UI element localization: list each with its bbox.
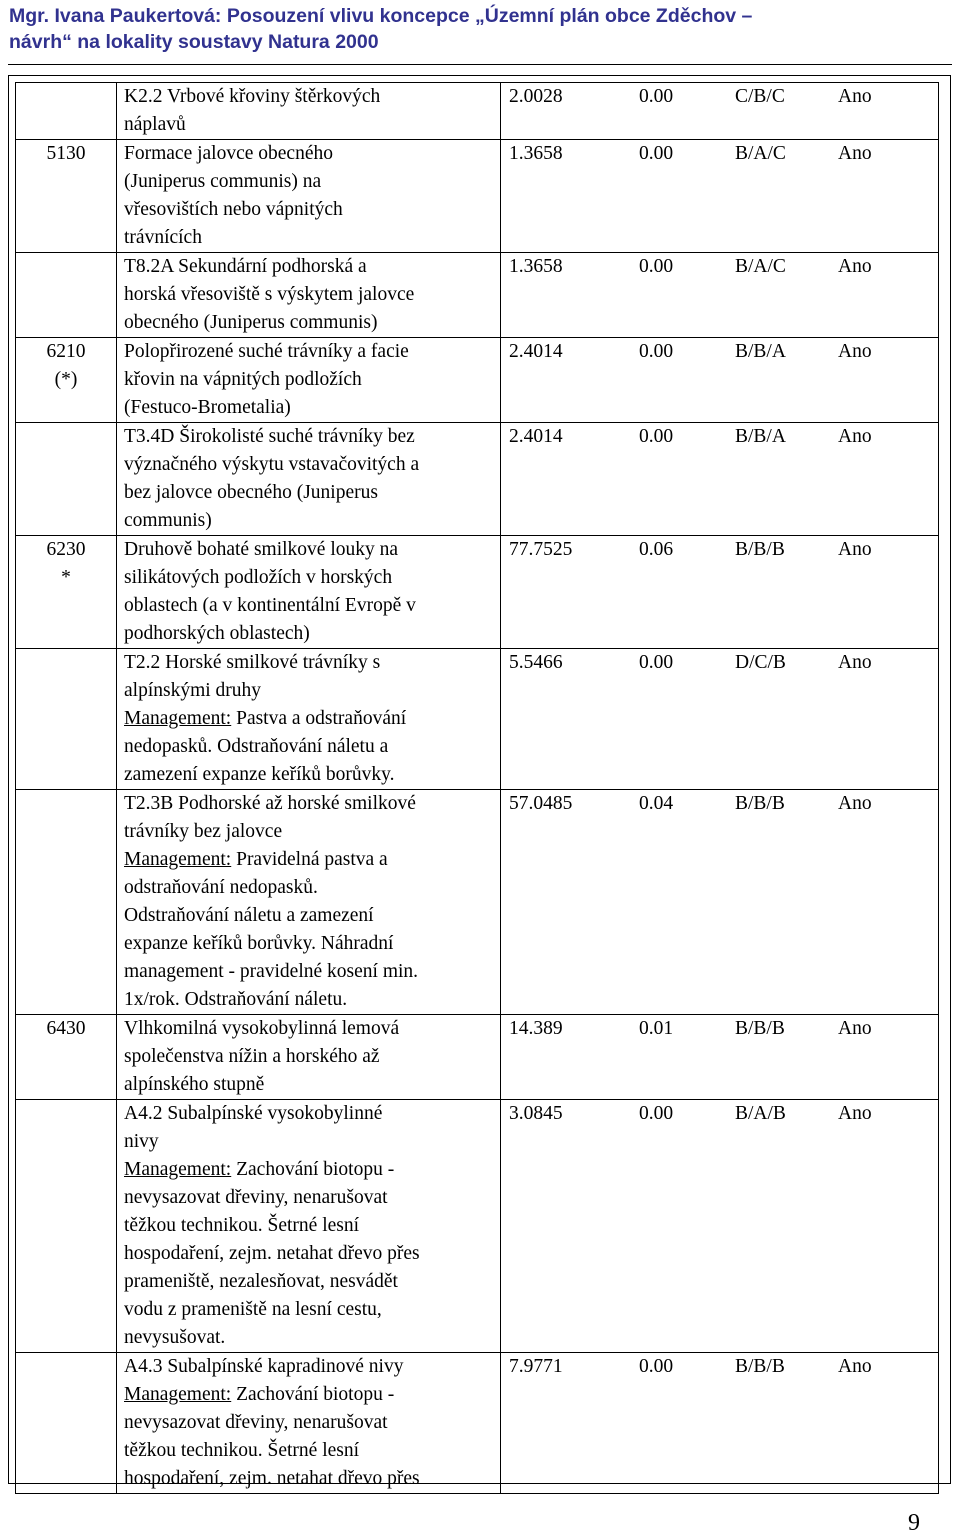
description-line: křovin na vápnitých podložích [124,369,362,390]
habitat-values-cell [501,649,939,790]
values-line [501,338,938,366]
habitat-code-cell [16,423,117,536]
description-line: alpínského stupně [124,1074,265,1095]
management-line: Odstraňování náletu a zamezení [124,905,374,926]
table-row [16,1353,939,1494]
management-line: vodu z prameniště na lesní cestu, [124,1299,382,1320]
description-line: trávnících [124,227,202,248]
habitat-code: 6430 [46,1018,86,1039]
management-line: nevysazovat dřeviny, nenarušovat [124,1187,388,1208]
management-line: těžkou technikou. Šetrné lesní [124,1440,360,1461]
management-line [117,1156,500,1184]
area-value: 2.4014 [509,426,563,447]
area-value: 5.5466 [509,652,563,673]
presence-value: Ano [838,1018,872,1039]
habitat-code: 6210 [46,341,86,362]
management-line [117,846,500,874]
management-text: Zachování biotopu - [231,1384,395,1405]
habitat-description-cell [117,1353,501,1494]
evaluation-value: B/B/B [735,1356,785,1377]
habitat-code [16,649,116,677]
habitat-code: * [61,567,71,588]
presence-value: Ano [838,539,872,560]
presence-value: Ano [838,426,872,447]
share-value: 0.06 [639,539,674,560]
area-value: 1.3658 [509,143,563,164]
description-line: obecného (Juniperus communis) [124,312,378,333]
presence-value: Ano [838,143,872,164]
page-number: 9 [908,1510,920,1536]
management-line [117,1381,500,1409]
presence-value: Ano [838,1103,872,1124]
evaluation-value: B/B/A [735,426,786,447]
area-value: 1.3658 [509,256,563,277]
description-line: nivy [124,1131,159,1152]
description-line: T8.2A Sekundární podhorská a [124,256,367,277]
habitat-values-cell [501,790,939,1015]
share-value: 0.00 [639,426,674,447]
area-value: 77.7525 [509,539,573,560]
area-value: 7.9771 [509,1356,563,1377]
management-label: Management: [124,1159,232,1180]
presence-value: Ano [838,86,872,107]
description-line: (Juniperus communis) na [124,171,322,192]
habitat-values-cell [501,83,939,140]
habitat-values-cell [501,1100,939,1353]
table-row [16,338,939,423]
document-header [9,3,949,55]
values-line [501,790,938,818]
table-row [16,790,939,1015]
habitat-values-cell [501,140,939,253]
description-line: silikátových podložích v horských [124,567,393,588]
evaluation-value: B/A/C [735,143,786,164]
habitat-code-cell [16,1015,117,1100]
description-line: T2.3B Podhorské až horské smilkové [124,793,416,814]
share-value: 0.00 [639,256,674,277]
habitat-description-cell [117,140,501,253]
values-line [501,83,938,111]
description-line: Druhově bohaté smilkové louky na [124,539,399,560]
description-line: podhorských oblastech) [124,623,310,644]
habitat-code-cell [16,1353,117,1494]
habitat-code: 5130 [46,143,86,164]
description-line: náplavů [124,114,186,135]
management-line: hospodaření, zejm. netahat dřevo přes [124,1468,420,1489]
share-value: 0.00 [639,1356,674,1377]
management-line [117,705,500,733]
description-line: A4.2 Subalpínské vysokobylinné [124,1103,383,1124]
description-line: Vlhkomilná vysokobylinná lemová [124,1018,400,1039]
area-value: 2.0028 [509,86,563,107]
habitat-code-cell [16,83,117,140]
share-value: 0.00 [639,143,674,164]
evaluation-value: B/B/A [735,341,786,362]
table-row [16,140,939,253]
description-line: (Festuco-Brometalia) [124,397,291,418]
description-line: vřesovištích nebo vápnitých [124,199,343,220]
management-line: expanze keříků borůvky. Náhradní [124,933,394,954]
habitat-code [16,83,116,111]
habitat-code [16,253,116,281]
management-text: Pastva a odstraňování [231,708,407,729]
management-text: Pravidelná pastva a [231,849,388,870]
description-line: communis) [124,510,212,531]
habitat-values-cell [501,423,939,536]
evaluation-value: B/B/B [735,793,785,814]
description-line: Formace jalovce obecného [124,143,333,164]
habitat-code-cell [16,1100,117,1353]
area-value: 14.389 [509,1018,563,1039]
presence-value: Ano [838,256,872,277]
table-row [16,649,939,790]
table-row [16,83,939,140]
evaluation-value: B/B/B [735,1018,785,1039]
share-value: 0.00 [639,86,674,107]
habitat-code-cell [16,338,117,423]
habitat-description-cell [117,253,501,338]
values-line [501,1015,938,1043]
habitat-code: (*) [54,369,78,390]
description-line: K2.2 Vrbové křoviny štěrkových [124,86,381,107]
habitat-description-cell [117,338,501,423]
evaluation-value: D/C/B [735,652,786,673]
table-row [16,423,939,536]
values-line [501,536,938,564]
management-label: Management: [124,708,232,729]
habitat-values-cell [501,1353,939,1494]
habitat-code [16,790,116,818]
habitat-description-cell [117,536,501,649]
description-line: Polopřirozené suché trávníky a facie [124,341,409,362]
habitat-values-cell [501,253,939,338]
habitat-table-body [16,83,939,1494]
area-value: 3.0845 [509,1103,563,1124]
share-value: 0.04 [639,793,674,814]
description-line: bez jalovce obecného (Juniperus [124,482,378,503]
description-line: trávníky bez jalovce [124,821,283,842]
description-line: oblastech (a v kontinentální Evropě v [124,595,416,616]
management-label: Management: [124,849,232,870]
habitat-description-cell [117,1015,501,1100]
habitat-code [16,1100,116,1128]
description-line: význačného výskytu vstavačovitých a [124,454,420,475]
share-value: 0.01 [639,1018,674,1039]
values-line [501,649,938,677]
description-line: T3.4D Širokolisté suché trávníky bez [124,426,415,447]
presence-value: Ano [838,341,872,362]
share-value: 0.00 [639,341,674,362]
description-line: horská vřesoviště s výskytem jalovce [124,284,415,305]
presence-value: Ano [838,1356,872,1377]
description-line: A4.3 Subalpínské kapradinové nivy [124,1356,404,1377]
habitat-code-cell [16,649,117,790]
table-row [16,536,939,649]
presence-value: Ano [838,652,872,673]
habitat-code-cell [16,253,117,338]
habitat-description-cell [117,1100,501,1353]
evaluation-value: B/B/B [735,539,785,560]
management-line: nedopasků. Odstraňování náletu a [124,736,389,757]
area-value: 57.0485 [509,793,573,814]
management-label: Management: [124,1384,232,1405]
table-row [16,1100,939,1353]
habitat-code [16,1353,116,1381]
table-row [16,253,939,338]
habitat-values-cell [501,536,939,649]
header-rule [8,64,952,65]
management-line: hospodaření, zejm. netahat dřevo přes [124,1243,420,1264]
habitat-code-cell [16,140,117,253]
values-line [501,253,938,281]
management-line: nevysazovat dřeviny, nenarušovat [124,1412,388,1433]
habitat-values-cell [501,1015,939,1100]
values-line [501,1100,938,1128]
management-line: těžkou technikou. Šetrné lesní [124,1215,360,1236]
share-value: 0.00 [639,652,674,673]
habitat-code-cell [16,790,117,1015]
table-row [16,1015,939,1100]
habitat-description-cell [117,423,501,536]
habitat-description-cell [117,790,501,1015]
header-line-2: návrh“ na lokality soustavy Natura 2000 [9,31,379,53]
evaluation-value: B/A/C [735,256,786,277]
evaluation-value: C/B/C [735,86,785,107]
evaluation-value: B/A/B [735,1103,786,1124]
habitat-table [15,82,939,1494]
management-line: 1x/rok. Odstraňování náletu. [124,989,348,1010]
description-line: T2.2 Horské smilkové trávníky s [124,652,381,673]
management-line: odstraňování nedopasků. [124,877,318,898]
description-line: společenstva nížin a horského až [124,1046,380,1067]
description-line: alpínskými druhy [124,680,262,701]
habitat-code: 6230 [46,539,86,560]
header-line-1: Mgr. Ivana Paukertová: Posouzení vlivu koncepce „Územní plán obce Zděchov – [9,5,753,27]
management-line: prameniště, nezalesňovat, nesvádět [124,1271,398,1292]
management-line: nevysušovat. [124,1327,226,1348]
habitat-code [16,423,116,451]
share-value: 0.00 [639,1103,674,1124]
management-line: management - pravidelné kosení min. [124,961,419,982]
management-text: Zachování biotopu - [231,1159,395,1180]
management-line: zamezení expanze keříků borůvky. [124,764,395,785]
habitat-values-cell [501,338,939,423]
presence-value: Ano [838,793,872,814]
values-line [501,140,938,168]
area-value: 2.4014 [509,341,563,362]
habitat-description-cell [117,649,501,790]
habitat-code-cell [16,536,117,649]
values-line [501,1353,938,1381]
values-line [501,423,938,451]
habitat-description-cell [117,83,501,140]
